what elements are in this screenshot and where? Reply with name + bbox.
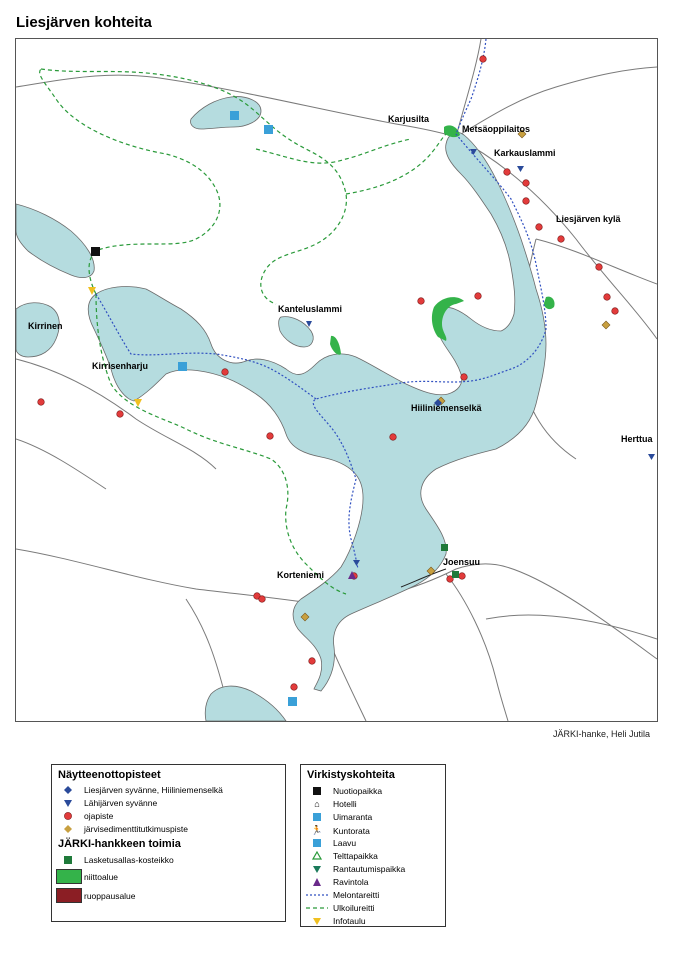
legend-item-paddle-route [305,890,379,900]
legend-label: Liesjärven syvänne, Hiiliniemenselkä [84,785,223,795]
ditch-point [461,374,468,381]
road [486,615,657,639]
legend-item-shelter [305,838,356,848]
legend-item-beach [305,812,372,822]
road [16,439,106,489]
ditch-point [536,224,543,231]
ditch-point [390,434,397,441]
fitness-trail-icon: 🏃 [311,825,323,835]
tan-diamond-icon [63,824,73,834]
map-frame [15,38,658,722]
legend-item-dredging [56,888,136,903]
legend-recreation [300,764,446,927]
label-herttua: Herttua [621,434,653,444]
legend-label: Uimaranta [333,812,373,822]
legend-label: Melontareitti [333,890,380,900]
legend-item-near-lake [56,798,157,808]
outdoor-route [256,139,411,163]
road [16,549,316,604]
legend-item-info [305,916,366,926]
legend-item-sediment [56,824,188,834]
legend-item-landing [305,864,405,874]
legend-label: Lasketusallas-kosteikko [84,855,174,865]
label-korteniemi: Korteniemi [277,570,325,580]
ditch-point [604,294,611,301]
legend-label: ruoppausalue [84,890,136,901]
wetland-square [452,571,459,578]
legend-label: ojapiste [84,811,114,821]
label-karkauslammi: Karkauslammi [494,148,556,158]
ditch-point [523,198,530,205]
ditch-point [117,411,124,418]
label-hiiliniemenselka: Hiiliniemenselkä [411,403,482,413]
blue-diamond-icon [63,785,73,795]
road [446,574,508,721]
deep-point [648,454,655,460]
label-karjusilta: Karjusilta [388,114,430,124]
paddle-route-line [306,892,328,898]
ditch-point [612,308,619,315]
ditch-point [459,573,466,580]
legend-project-title: JÄRKI-hankkeen toimia [58,838,181,850]
label-metsaoppilaitos: Metsäoppilaitos [462,124,531,134]
legend-label: Telttapaikka [333,851,378,861]
label-kirrisenharju: Kirrisenharju [92,361,149,371]
map-canvas [16,39,657,721]
legend-label: Nuotiopaikka [333,786,383,796]
info-board-icon [134,399,142,407]
beach-icon [288,697,297,706]
lake-nw [16,204,94,278]
beach-icon [230,111,239,120]
legend-item-campfire [305,786,382,796]
paddle-route [313,39,546,569]
legend-item-hotel [305,799,357,809]
beach-icon [313,813,321,821]
blue-triangle-icon [63,798,73,808]
outdoor-route-line [306,905,328,911]
tent-icon [312,851,322,861]
legend-recreation-title: Virkistyskohteita [307,769,395,781]
label-joensuu: Joensuu [443,557,481,567]
green-square-icon [63,855,73,865]
lake-north [191,97,261,129]
ditch-point [475,293,482,300]
legend-item-wetland [56,855,174,865]
ditch-point [480,56,487,63]
red-circle-icon [63,811,73,821]
dredging-swatch [56,888,82,903]
label-kantelus: Kanteluslammi [278,304,343,314]
road [456,39,481,137]
legend-item-ditch [56,811,113,821]
legend-label: Laavu [333,838,357,848]
ditch-point [523,180,530,187]
label-kirrinen: Kirrinen [28,321,63,331]
wetland-square [441,544,448,551]
sediment-point [602,321,610,329]
legend-item-fitness [305,825,370,836]
ditch-point [309,658,316,665]
ditch-point [291,684,298,691]
legend-label: Rantautumispaikka [333,864,406,874]
map-credit: JÄRKI-hanke, Heli Jutila [552,729,650,739]
legend-label: Infotaulu [333,916,366,926]
hotel-icon: ⌂ [314,799,320,809]
legend-label: järvisedimenttitutkimuspiste [84,824,188,834]
ditch-point [222,369,229,376]
legend-label: Lähijärven syvänne [84,798,158,808]
ditch-point [259,596,266,603]
label-liesjarven-kyla: Liesjärven kylä [556,214,621,224]
ditch-point [267,433,274,440]
legend-samples [51,764,286,922]
restaurant-icon [312,877,322,887]
lake-joensuu-south [205,686,286,721]
legend-item-restaurant [305,877,368,887]
ditch-point [504,169,511,176]
beach-icon [178,362,187,371]
ditch-point [558,236,565,243]
info-board-icon [312,916,322,926]
legend-item-meadow [56,869,118,884]
legend-item-deep-lake [56,785,223,795]
map-title: Liesjärven kohteita [16,14,152,31]
meadow-area [330,336,341,355]
ditch-point [38,399,45,406]
landing-icon [312,864,322,874]
legend-label: Kuntorata [333,825,370,836]
legend-label: Ravintola [333,877,369,887]
meadow-area [544,297,555,309]
road [536,239,657,284]
meadow-swatch [56,869,82,884]
shelter-icon [313,839,321,847]
ditch-point [418,298,425,305]
legend-item-tent [305,851,378,861]
shelter-icon [264,125,273,134]
campfire-icon [91,247,100,256]
legend-samples-title: Näytteenottopisteet [58,769,161,781]
legend-label: Ulkoilureitti [333,903,375,913]
deep-point [517,166,524,172]
campfire-icon [313,787,321,795]
outdoor-route [346,134,446,194]
legend-item-outdoor-route [305,903,375,913]
legend-label: niittoalue [84,871,119,882]
legend-label: Hotelli [333,799,357,809]
ditch-point [596,264,603,271]
